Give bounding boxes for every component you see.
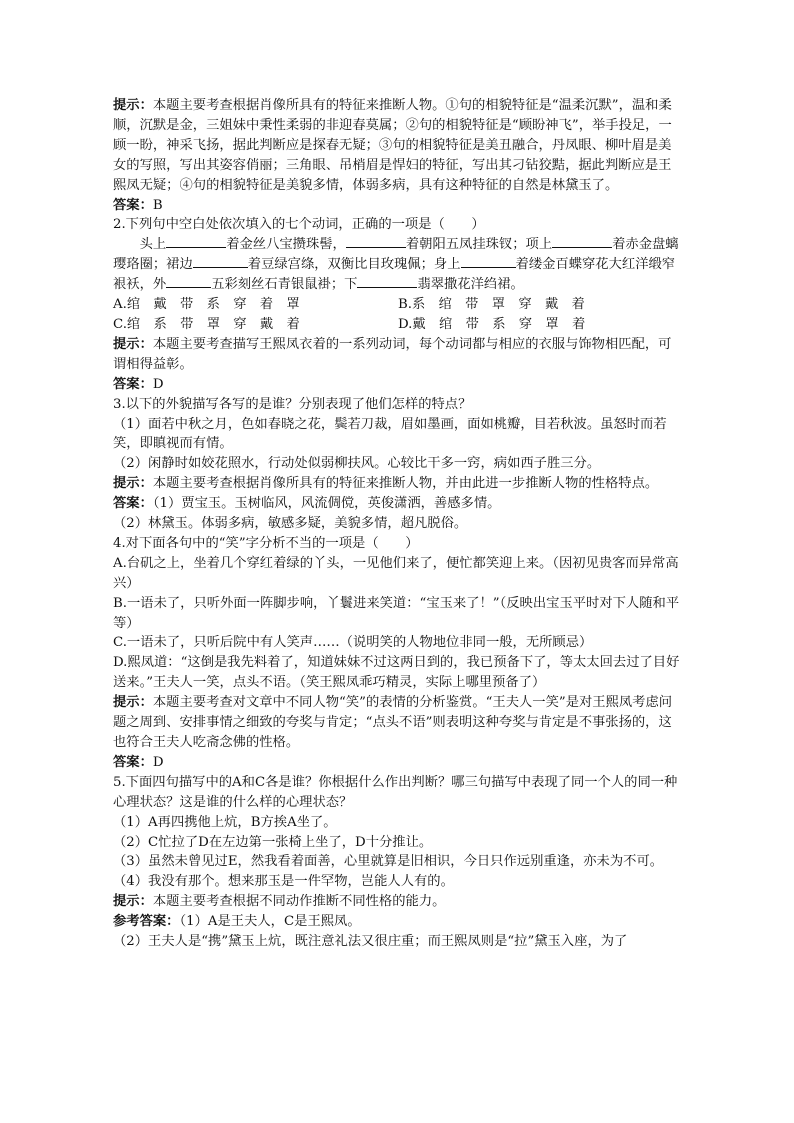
hint-label: 提示： bbox=[113, 695, 153, 711]
q5-title: 5.下面四句描写中的A和C各是谁？你根据什么作出判断？哪三句描写中表现了同一个人的同一种心理状态？这是谁的什么样的心理状态？ bbox=[113, 774, 678, 810]
q2-passage bbox=[113, 235, 683, 295]
option-a: A.绾 戴 带 系 穿 着 罩 bbox=[113, 297, 300, 313]
hint-label: 提示： bbox=[113, 894, 153, 910]
q5-line: （3）虽然未曾见过E，然我看着面善，心里就算是旧相识，今日只作远别重逢，亦未为不可。 bbox=[113, 854, 664, 870]
answer-label: 答案： bbox=[113, 754, 153, 770]
passage-text: 着缕金百蝶穿花大红洋缎窄裉袄，外 bbox=[113, 257, 676, 293]
q2-options-row1 bbox=[113, 295, 683, 315]
hint-label: 提示： bbox=[113, 336, 153, 352]
q5-line: （4）我没有那个。想来那玉是一件罕物，岂能人人有的。 bbox=[113, 874, 454, 890]
q2-options-row2 bbox=[113, 315, 683, 335]
q2-hint bbox=[113, 335, 683, 375]
fill-blank bbox=[346, 235, 406, 248]
q4-option-b: B.一语未了，只听外面一阵脚步响，丫鬟进来笑道：“宝玉来了！”（反映出宝玉平时对下人随和平等） bbox=[113, 595, 680, 631]
fill-blank bbox=[461, 255, 516, 268]
q4-option-d: D.熙凤道：“这倒是我先料着了，知道妹妹不过这两日到的，我已预备下了，等太太回去过了目好送来。”王夫人一笑，点头不语。（笑王熙凤乖巧精灵，实际上哪里预备了） bbox=[113, 655, 680, 691]
q3-answer bbox=[113, 494, 683, 514]
passage-text: 五彩刻丝石青银鼠褂；下 bbox=[211, 277, 358, 293]
fill-blank bbox=[552, 235, 612, 248]
hint-text: 本题主要考查对文章中不同人物“笑”的表情的分析鉴赏。“王夫人一笑”是对王熙凤考虑问题之周到、安排事情之细致的夸奖与肯定；“点头不语”则表明这种夸奖与肯定是不事张扬的，这也符合王夫人吃斋念佛的性格。 bbox=[113, 695, 673, 750]
answer-label: 答案： bbox=[113, 376, 153, 392]
fill-blank bbox=[357, 275, 417, 288]
passage-text: 着金丝八宝攒珠髻， bbox=[226, 237, 346, 253]
fill-blank bbox=[166, 235, 226, 248]
hint-text: 本题主要考查根据肖像所具有的特征来推断人物。①句的相貌特征是“温柔沉默”，温和柔顺，沉默是金，三姐妹中秉性柔弱的非迎春莫属；②句的相貌特征是“顾盼神飞”，举手投足，一顾一盼，神采飞扬，据此判断应是探春无疑；③句的相貌特征是美丑融合，丹凤眼、柳叶眉是美女的写照，写出其姿容俏丽；三角眼、吊梢眉是悍妇的特征，写出其刁钻狡黠，据此判断应是王熙凤无疑；④句的相貌特征是美貌多情，体弱多病，具有这种特征的自然是林黛玉了。 bbox=[113, 98, 672, 193]
answer-label: 答案： bbox=[113, 496, 153, 512]
q4-option-c: C.一语未了，只听后院中有人笑声……（说明笑的人物地位非同一般，无所顾忌） bbox=[113, 635, 593, 651]
option-d: D.戴 绾 带 系 穿 罩 着 bbox=[398, 316, 586, 332]
answer-label: 参考答案： bbox=[113, 914, 180, 930]
passage-text: 着赤金盘螭璎珞圈；裙边 bbox=[113, 237, 679, 273]
q3-line: （2）闲静时如姣花照水，行动处似弱柳扶风。心较比干多一窍，病如西子胜三分。 bbox=[113, 456, 601, 472]
q4-title: 4.对下面各句中的“笑”字分析不当的一项是（ ） bbox=[113, 535, 419, 551]
q4-hint bbox=[113, 693, 683, 753]
q3-title: 3.以下的外貌描写各写的是谁？分别表现了他们怎样的特点？ bbox=[113, 396, 472, 412]
option-c: C.绾 系 带 罩 穿 戴 着 bbox=[113, 316, 300, 332]
q3-answer-line: （2）林黛玉。体弱多病，敏感多疑，美貌多情，超凡脱俗。 bbox=[113, 516, 468, 532]
q5-answer bbox=[113, 912, 683, 932]
fill-blank bbox=[166, 275, 211, 288]
fill-blank bbox=[193, 255, 248, 268]
answer-label: 答案： bbox=[113, 197, 153, 213]
q5-line: （2）C忙拉了D在左边第一张椅上坐了，D十分推让。 bbox=[113, 834, 433, 850]
answer-text: D bbox=[152, 754, 164, 770]
answer-text: B bbox=[152, 197, 163, 213]
passage-text: 翡翠撒花洋绉裙。 bbox=[417, 277, 524, 293]
hint-label: 提示： bbox=[113, 476, 153, 492]
q4-option-a: A.台矶之上，坐着几个穿红着绿的丫头，一见他们来了，便忙都笑迎上来。（因初见贵客而异常高兴） bbox=[113, 555, 679, 591]
passage-text: 着豆绿宫绦，双衡比目玫瑰佩；身上 bbox=[247, 257, 461, 273]
passage-text: 头上 bbox=[139, 237, 167, 253]
q1-answer bbox=[113, 196, 683, 216]
q1-hint bbox=[113, 96, 683, 196]
q3-hint bbox=[113, 474, 683, 494]
hint-text: 本题主要考查描写王熙凤衣着的一系列动词，每个动词都与相应的衣服与饰物相匹配，可谓相得益彰。 bbox=[113, 336, 672, 372]
q5-answer-line: （2）王夫人是“携”黛玉上炕，既注意礼法又很庄重；而王熙凤则是“拉”黛玉入座，为了 bbox=[113, 934, 628, 950]
hint-text: 本题主要考查根据肖像所具有的特征来推断人物，并由此进一步推断人物的性格特点。 bbox=[152, 476, 659, 492]
q2-title: 2.下列句中空白处依次填入的七个动词，正确的一项是（ ） bbox=[113, 217, 485, 233]
q2-answer bbox=[113, 375, 683, 395]
hint-text: 本题主要考查根据不同动作推断不同性格的能力。 bbox=[152, 894, 446, 910]
passage-text: 着朝阳五凤挂珠钗；项上 bbox=[405, 237, 553, 253]
q5-line: （1）A再四携他上炕，B方挨A坐了。 bbox=[113, 814, 337, 830]
q5-hint bbox=[113, 892, 683, 912]
hint-label: 提示： bbox=[113, 98, 153, 113]
answer-text: （1）贾宝玉。玉树临风，风流倜傥，英俊潇洒，善感多情。 bbox=[152, 496, 501, 512]
q3-line: （1）面若中秋之月，色如春晓之花，鬓若刀裁，眉如墨画，面如桃瓣，目若秋波。虽怒时而若笑，即瞋视而有情。 bbox=[113, 416, 667, 452]
q4-answer bbox=[113, 753, 683, 773]
answer-text: （1）A是王夫人，C是王熙凤。 bbox=[179, 914, 361, 930]
document-body bbox=[113, 96, 683, 952]
answer-text: D bbox=[152, 376, 164, 392]
option-b: B.系 绾 带 罩 穿 戴 着 bbox=[398, 297, 585, 313]
